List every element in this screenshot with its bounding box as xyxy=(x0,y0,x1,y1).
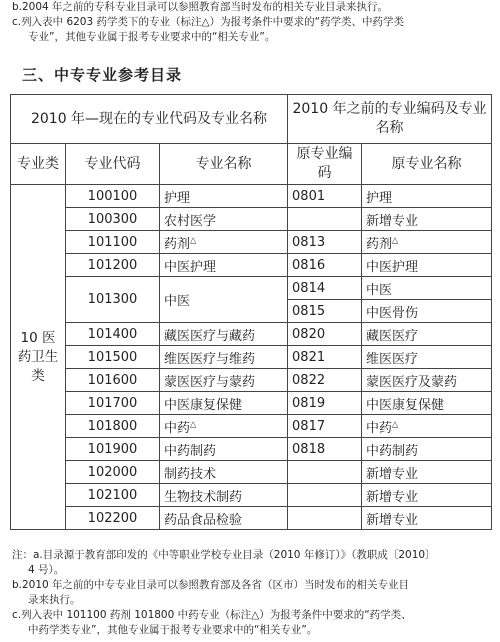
old-name-text: 中医骨伤 xyxy=(366,305,419,321)
code-cell: 101200 xyxy=(66,254,160,277)
name-text: 维医医疗与维药 xyxy=(164,351,256,367)
table-row xyxy=(11,415,492,438)
table-row xyxy=(11,323,492,346)
old-name-text: 药剂 xyxy=(366,236,393,252)
old-code-cell xyxy=(288,484,362,507)
table-header-row xyxy=(11,95,492,144)
table-row xyxy=(11,369,492,392)
name-cell xyxy=(160,507,288,530)
old-name-cell xyxy=(362,415,492,438)
col-old-name: 原专业名称 xyxy=(362,144,492,185)
old-name-cell xyxy=(362,507,492,530)
note-line: 注：a.目录源于教育部印发的《中等职业学校专业目录（2010 年修订）》（教职成〔2010〕 xyxy=(12,549,436,561)
table-row xyxy=(11,484,492,507)
old-name-cell xyxy=(362,323,492,346)
name-text: 药剂 xyxy=(164,236,191,252)
name-text: 中医 xyxy=(164,294,191,309)
table-row xyxy=(11,438,492,461)
old-name-text: 新增专业 xyxy=(366,489,419,505)
code-cell: 101400 xyxy=(66,323,160,346)
old-code-cell xyxy=(288,461,362,484)
name-text: 中药制药 xyxy=(164,443,217,459)
name-cell xyxy=(160,438,288,461)
name-cell xyxy=(160,484,288,507)
old-name-cell xyxy=(362,484,492,507)
col-code: 专业代码 xyxy=(66,144,160,185)
table-row xyxy=(11,231,492,254)
name-text: 中药 xyxy=(164,420,191,436)
table-row xyxy=(11,208,492,231)
table-row xyxy=(11,507,492,530)
old-code-cell: 0815 xyxy=(288,300,362,323)
triangle-mark: △ xyxy=(190,235,197,245)
note-line: c.列入表中 101100 药剂 101800 中药专业（标注△）为报考条件中要求的“药学类、 xyxy=(12,609,412,621)
code-cell: 101500 xyxy=(66,346,160,369)
old-name-cell xyxy=(362,392,492,415)
old-code-cell: 0814 xyxy=(288,277,362,300)
old-code-cell: 0818 xyxy=(288,438,362,461)
old-name-text: 新增专业 xyxy=(366,213,419,229)
note-line: 4 号）。 xyxy=(28,564,65,576)
col-name: 专业名称 xyxy=(160,144,288,185)
header-previous: 2010 年之前的专业编码及专业名称 xyxy=(288,95,492,144)
bottom-notes xyxy=(12,548,494,638)
table-subheader-row xyxy=(11,144,492,185)
name-text: 中医康复保健 xyxy=(164,397,243,413)
old-name-text: 中医护理 xyxy=(366,259,419,275)
triangle-mark: △ xyxy=(392,235,399,245)
code-cell: 102100 xyxy=(66,484,160,507)
name-cell xyxy=(160,461,288,484)
old-name-text: 中医 xyxy=(366,282,393,298)
old-name-cell xyxy=(362,254,492,277)
top-notes xyxy=(12,0,492,45)
old-code-cell: 0813 xyxy=(288,231,362,254)
header-current: 2010 年—现在的专业代码及专业名称 xyxy=(11,95,288,144)
old-name-cell xyxy=(362,300,492,323)
name-cell xyxy=(160,231,288,254)
code-cell: 100100 xyxy=(66,185,160,208)
name-cell xyxy=(160,208,288,231)
old-code-cell: 0819 xyxy=(288,392,362,415)
triangle-mark: △ xyxy=(392,419,399,429)
name-cell xyxy=(160,277,288,323)
old-code-cell: 0820 xyxy=(288,323,362,346)
name-cell xyxy=(160,392,288,415)
note-line: 录来执行。 xyxy=(28,594,81,606)
table-row xyxy=(11,185,492,208)
old-code-cell: 0822 xyxy=(288,369,362,392)
note-line: 专业”，其他专业属于报考专业要求中的“相关专业”。 xyxy=(28,31,276,43)
code-cell: 100300 xyxy=(66,208,160,231)
code-cell: 101300 xyxy=(66,277,160,323)
old-name-cell xyxy=(362,231,492,254)
name-text: 中医护理 xyxy=(164,259,217,275)
category-cell: 10 医药卫生类 xyxy=(11,185,66,530)
name-text: 制药技术 xyxy=(164,466,217,482)
table-row xyxy=(11,346,492,369)
name-text: 蒙医医疗与蒙药 xyxy=(164,374,256,390)
col-old-code: 原专业编码 xyxy=(288,144,362,185)
major-catalog-table xyxy=(10,94,492,530)
col-category: 专业类 xyxy=(11,144,66,185)
note-line: b.2010 年之前的中专专业目录可以参照教育部及各省（区市）当时发布的相关专业目 xyxy=(12,579,410,591)
old-code-cell: 0816 xyxy=(288,254,362,277)
old-name-text: 护理 xyxy=(366,190,393,206)
note-line: c.列入表中 6203 药学类下的专业（标注△）为报考条件中要求的“药学类、中药学类 xyxy=(12,16,405,28)
old-name-text: 新增专业 xyxy=(366,512,419,528)
old-code-cell: 0817 xyxy=(288,415,362,438)
old-name-cell xyxy=(362,369,492,392)
old-code-cell xyxy=(288,208,362,231)
old-name-text: 维医医疗 xyxy=(366,351,419,367)
old-name-text: 蒙医医疗及蒙药 xyxy=(366,374,458,390)
name-text: 生物技术制药 xyxy=(164,489,243,505)
name-cell xyxy=(160,346,288,369)
name-cell xyxy=(160,254,288,277)
old-name-cell xyxy=(362,461,492,484)
name-cell xyxy=(160,185,288,208)
old-name-text: 新增专业 xyxy=(366,466,419,482)
name-text: 药品食品检验 xyxy=(164,512,243,528)
name-cell xyxy=(160,323,288,346)
old-code-cell: 0801 xyxy=(288,185,362,208)
name-text: 护理 xyxy=(164,190,191,206)
code-cell: 101600 xyxy=(66,369,160,392)
table-row xyxy=(11,392,492,415)
old-name-text: 中药制药 xyxy=(366,443,419,459)
old-name-cell xyxy=(362,185,492,208)
name-text: 藏医医疗与藏药 xyxy=(164,328,256,344)
code-cell: 101800 xyxy=(66,415,160,438)
note-line: 中药学类专业”，其他专业属于报考专业要求中的“相关专业”。 xyxy=(28,624,318,636)
old-name-text: 中药 xyxy=(366,420,393,436)
old-code-cell: 0821 xyxy=(288,346,362,369)
name-cell xyxy=(160,369,288,392)
old-name-text: 藏医医疗 xyxy=(366,328,419,344)
code-cell: 102000 xyxy=(66,461,160,484)
note-line: b.2004 年之前的专科专业目录可以参照教育部当时发布的相关专业目录来执行。 xyxy=(12,1,389,13)
code-cell: 101900 xyxy=(66,438,160,461)
name-cell xyxy=(160,415,288,438)
table-row xyxy=(11,254,492,277)
code-cell: 102200 xyxy=(66,507,160,530)
table-row xyxy=(11,461,492,484)
old-name-text: 中医康复保健 xyxy=(366,397,445,413)
old-code-cell xyxy=(288,507,362,530)
old-name-cell xyxy=(362,438,492,461)
code-cell: 101700 xyxy=(66,392,160,415)
section-title: 三、中专专业参考目录 xyxy=(22,66,183,84)
old-name-cell xyxy=(362,208,492,231)
old-name-cell xyxy=(362,277,492,300)
name-text: 农村医学 xyxy=(164,213,217,229)
code-cell: 101100 xyxy=(66,231,160,254)
table-row xyxy=(11,277,492,300)
triangle-mark: △ xyxy=(190,419,197,429)
old-name-cell xyxy=(362,346,492,369)
